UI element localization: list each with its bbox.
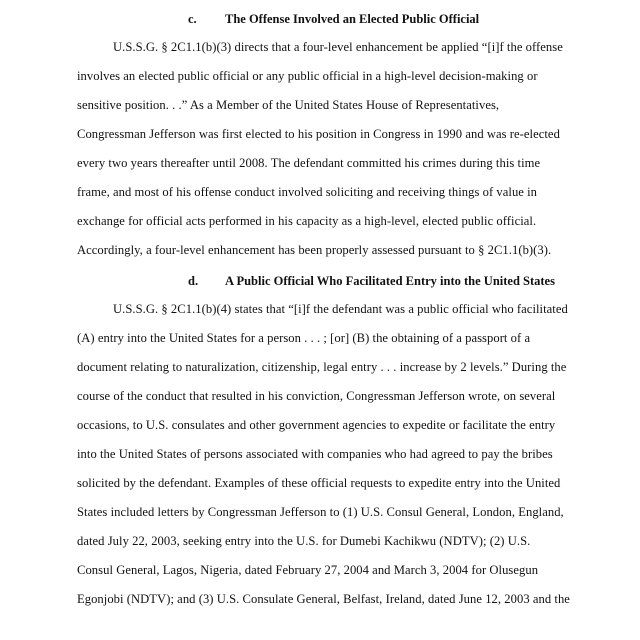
body-line: frame, and most of his offense conduct involved soliciting and receiving things of value in (77, 185, 538, 199)
body-line: U.S.S.G. § 2C1.1(b)(3) directs that a four-level enhancement be applied “[i]f the offense (113, 40, 563, 54)
body-line: every two years thereafter until 2008. The defendant committed his crimes during this time (77, 156, 541, 170)
body-line: sensitive position. . .” As a Member of the United States House of Representatives, (77, 98, 500, 112)
body-line: Congressman Jefferson was first elected to his position in Congress in 1990 and was re-elected (77, 127, 560, 141)
body-line: document relating to naturalization, citizenship, legal entry . . . increase by 2 levels.” During the (77, 360, 567, 374)
body-line: involves an elected public official or any public official in a high-level decision-making or (77, 69, 538, 83)
body-line: course of the conduct that resulted in his conviction, Congressman Jefferson wrote, on several (77, 389, 556, 403)
body-line: solicited by the defendant. Examples of these official requests to expedite entry into the United (77, 476, 561, 490)
section-c-letter: c. (188, 12, 197, 26)
body-line: Egonjobi (NDTV); and (3) U.S. Consulate General, Belfast, Ireland, dated June 12, 2003 and the (77, 592, 570, 606)
body-line: occasions, to U.S. consulates and other government agencies to expedite or facilitate the entry (77, 418, 556, 432)
body-line: dated July 22, 2003, seeking entry into the U.S. for Dumebi Kachikwu (NDTV); (2) U.S. (77, 534, 531, 548)
body-line: Accordingly, a four-level enhancement has been properly assessed pursuant to § 2C1.1(b)(3). (77, 243, 552, 257)
section-d-heading (188, 274, 555, 289)
body-line: States included letters by Congressman Jefferson to (1) U.S. Consul General, London, England, (77, 505, 564, 519)
section-c-heading (188, 12, 479, 27)
section-d-title: A Public Official Who Facilitated Entry into the United States (225, 274, 555, 288)
body-line: exchange for official acts performed in his capacity as a high-level, elected public official. (77, 214, 537, 228)
body-line: U.S.S.G. § 2C1.1(b)(4) states that “[i]f the defendant was a public official who facilitated (113, 302, 568, 316)
body-line: Consul General, Lagos, Nigeria, dated February 27, 2004 and March 3, 2004 for Olusegun (77, 563, 539, 577)
section-d-letter: d. (188, 274, 199, 288)
body-line: into the United States of persons associated with companies who had agreed to pay the bribes (77, 447, 553, 461)
body-line: (A) entry into the United States for a person . . . ; [or] (B) the obtaining of a passport of a (77, 331, 531, 345)
section-c-title: The Offense Involved an Elected Public Official (225, 12, 480, 26)
